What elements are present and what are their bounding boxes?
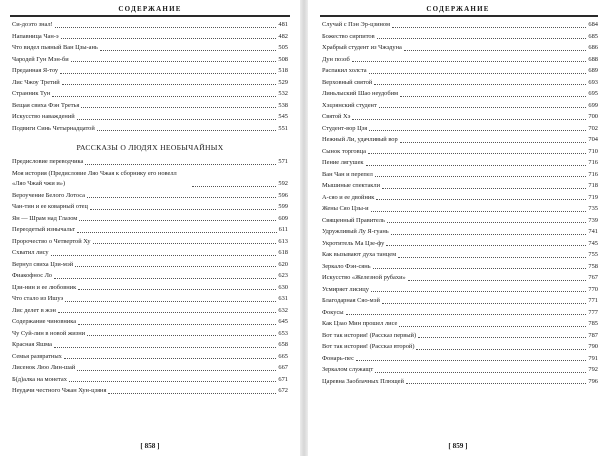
entry-title: Цзи-нин и ее любовник xyxy=(12,283,77,291)
entry-title: Моя история (Предисловие Ляо Чжая к сборнику его новелл «Ляо Чжай чжи и») xyxy=(12,169,177,187)
entry-title: Дун поэзб xyxy=(322,55,350,63)
entry-title: Вещая свиха Фэн Третья xyxy=(12,101,80,109)
dot-leader xyxy=(78,289,276,290)
toc-entry xyxy=(12,259,288,271)
entry-title: Красная Яшма xyxy=(12,341,52,348)
toc-entry xyxy=(12,385,288,397)
entry-title: Ян — Шрам над Глазом xyxy=(12,214,78,222)
toc-entry xyxy=(322,180,598,192)
dot-leader xyxy=(93,243,277,244)
entry-title: Что видел пьяный Ван Цзы-ань xyxy=(12,44,98,51)
entry-page-number: 545 xyxy=(278,113,288,120)
toc-entry xyxy=(322,88,598,100)
toc-entry xyxy=(322,65,598,77)
toc-entry xyxy=(12,111,288,123)
toc-entry xyxy=(322,19,598,31)
entry-title: Вернул свиха Цзи-мэй xyxy=(12,260,74,268)
dot-leader xyxy=(79,220,276,221)
toc-entry xyxy=(12,77,288,89)
toc-entry xyxy=(12,236,288,248)
toc-entry xyxy=(322,364,598,376)
dot-leader xyxy=(85,164,276,165)
dot-leader xyxy=(69,381,276,382)
toc-list xyxy=(322,19,598,387)
toc-entry xyxy=(322,169,598,181)
entry-page-number: 739 xyxy=(588,216,598,224)
entry-title: Ван Чан и перепел xyxy=(322,170,373,178)
entry-title: Пение лягушек xyxy=(322,159,364,166)
dot-leader xyxy=(374,84,586,85)
entry-title: Нежный Ли, удачливый вор xyxy=(322,136,398,143)
entry-page-number: 785 xyxy=(588,320,598,327)
entry-title: Вот так история! (Рассказ второй) xyxy=(322,343,415,350)
dot-leader xyxy=(77,370,276,371)
entry-title: Предисловие переводчика xyxy=(12,158,84,165)
entry-title: Укротитель Ма Цзе-фу xyxy=(322,239,385,247)
dot-leader xyxy=(100,50,277,51)
entry-page-number: 719 xyxy=(588,193,598,201)
entry-page-number: 796 xyxy=(588,377,598,385)
entry-title: Б(д)алка на монетах xyxy=(12,375,67,383)
toc-list xyxy=(12,19,288,397)
toc-entry xyxy=(12,224,288,236)
dot-leader xyxy=(352,61,587,62)
entry-title: Семья развратных xyxy=(12,352,62,360)
dot-leader xyxy=(356,360,586,361)
entry-page-number: 481 xyxy=(278,21,288,28)
entry-page-number: 758 xyxy=(588,262,598,270)
entry-page-number: 632 xyxy=(278,306,288,314)
entry-page-number: 770 xyxy=(588,285,598,293)
entry-page-number: 551 xyxy=(278,124,288,132)
entry-title: Студент-вор Цзя xyxy=(322,124,368,132)
entry-title: Содержание чиновника xyxy=(12,318,77,325)
entry-title: Храбрый студент из Чжэдуна xyxy=(322,44,402,51)
entry-title: Странник Тун xyxy=(12,90,51,97)
entry-title: Царевна Заоблачных Плющей xyxy=(322,377,404,385)
toc-entry xyxy=(12,351,288,363)
toc-entry xyxy=(12,374,288,386)
entry-page-number: 710 xyxy=(588,147,598,155)
entry-title: Лис делет в жэн xyxy=(12,306,56,314)
dot-leader xyxy=(399,326,586,327)
entry-page-number: 704 xyxy=(588,136,598,143)
dot-leader xyxy=(375,176,587,177)
dot-leader xyxy=(54,278,276,279)
entry-page-number: 735 xyxy=(588,205,598,212)
toc-entry xyxy=(12,201,288,213)
entry-title: Неудачи честного Чжан Хун-цзяня xyxy=(12,387,107,394)
toc-entry xyxy=(322,111,598,123)
entry-page-number: 592 xyxy=(278,180,288,187)
entry-page-number: 630 xyxy=(278,283,288,291)
entry-title: Что стало из Ишуэ xyxy=(12,295,64,302)
toc-entry xyxy=(322,330,598,342)
toc-entry xyxy=(322,226,598,238)
toc-entry xyxy=(12,100,288,112)
toc-entry xyxy=(322,134,598,146)
entry-title: Верховный святой xyxy=(322,78,373,86)
entry-page-number: 658 xyxy=(278,341,288,348)
entry-title: Жены Сяо Цзы-и xyxy=(322,205,369,212)
entry-page-number: 667 xyxy=(278,364,288,371)
toc-entry xyxy=(12,65,288,77)
dot-leader xyxy=(65,301,276,302)
dot-leader xyxy=(406,383,586,384)
toc-entry xyxy=(322,238,598,250)
toc-entry xyxy=(322,146,598,158)
entry-page-number: 771 xyxy=(588,297,598,304)
dot-leader xyxy=(379,107,587,108)
dot-leader xyxy=(55,27,277,28)
entry-page-number: 792 xyxy=(588,366,598,373)
entry-title: Усмиряет лисицу xyxy=(322,285,369,293)
dot-leader xyxy=(369,130,586,131)
toc-entry xyxy=(322,192,598,204)
entry-page-number: 529 xyxy=(278,78,288,86)
entry-page-number: 609 xyxy=(278,214,288,222)
entry-page-number: 741 xyxy=(588,228,598,235)
dot-leader xyxy=(58,312,277,313)
left-page xyxy=(0,0,300,456)
entry-page-number: 695 xyxy=(588,90,598,97)
entry-title: Хэцзянский студент xyxy=(322,101,377,109)
dot-leader xyxy=(81,107,276,108)
dot-leader xyxy=(78,324,276,325)
toc-entry xyxy=(322,123,598,135)
entry-page-number: 505 xyxy=(278,44,288,51)
entry-page-number: 755 xyxy=(588,251,598,258)
entry-page-number: 787 xyxy=(588,331,598,339)
entry-page-number: 645 xyxy=(278,318,288,325)
entry-page-number: 689 xyxy=(588,67,598,74)
dot-leader xyxy=(71,61,277,62)
toc-entry xyxy=(12,362,288,374)
entry-page-number: 790 xyxy=(588,343,598,350)
toc-entry xyxy=(322,203,598,215)
running-header: СОДЕРЖАНИЕ xyxy=(118,5,182,13)
dot-leader xyxy=(366,165,587,166)
dot-leader xyxy=(77,119,277,120)
entry-page-number: 702 xyxy=(588,124,598,132)
toc-entry xyxy=(322,295,598,307)
toc-entry xyxy=(12,168,288,190)
entry-title: А-сяо и ее двойник xyxy=(322,193,375,201)
entry-title: Случай с Пэн Эр-цзином xyxy=(322,21,391,28)
dot-leader xyxy=(97,130,277,131)
entry-title: Сынок торговца xyxy=(322,147,366,155)
dot-leader xyxy=(108,393,276,394)
entry-title: Вероучение Белого Лотоса xyxy=(12,191,86,199)
toc-entry xyxy=(12,339,288,351)
entry-title: Си-доэто знал! xyxy=(12,21,53,28)
dot-leader xyxy=(371,211,587,212)
entry-page-number: 745 xyxy=(588,239,598,247)
dot-leader xyxy=(368,153,587,154)
dot-leader xyxy=(62,84,277,85)
entry-page-number: 653 xyxy=(278,329,288,337)
entry-page-number: 718 xyxy=(588,182,598,189)
dot-leader xyxy=(90,209,277,210)
entry-page-number: 532 xyxy=(278,90,288,97)
dot-leader xyxy=(352,119,586,120)
entry-title: Чародей Гун Мэн-би xyxy=(12,55,69,63)
dot-leader xyxy=(400,142,587,143)
toc-entry xyxy=(12,270,288,282)
toc-entry xyxy=(322,215,598,227)
dot-leader xyxy=(51,255,277,256)
entry-title: Искусство «Железной рубахи» xyxy=(322,274,406,281)
entry-page-number: 482 xyxy=(278,32,288,40)
entry-page-number: 716 xyxy=(588,159,598,166)
dot-leader xyxy=(64,358,277,359)
toc-entry xyxy=(12,54,288,66)
entry-title: Зеркалом служащт xyxy=(322,366,374,373)
toc-entry xyxy=(322,31,598,43)
entry-page-number: 685 xyxy=(588,32,598,40)
entry-title: Фонарь-пес xyxy=(322,354,354,362)
toc-entry xyxy=(322,100,598,112)
toc-entry xyxy=(322,42,598,54)
header-rule xyxy=(10,15,290,17)
toc-entry xyxy=(322,157,598,169)
dot-leader xyxy=(377,38,587,39)
page-number: [ 858 ] xyxy=(140,442,160,450)
entry-title: Преданная Я-тоу xyxy=(12,67,59,74)
entry-page-number: 716 xyxy=(588,170,598,178)
entry-page-number: 672 xyxy=(278,387,288,394)
entry-page-number: 596 xyxy=(278,191,288,199)
toc-entry xyxy=(322,376,598,388)
entry-page-number: 620 xyxy=(278,260,288,268)
toc-entry xyxy=(322,284,598,296)
toc-entry xyxy=(322,272,598,284)
dot-leader xyxy=(382,188,586,189)
entry-title: Чан-тин и ее коварный отец xyxy=(12,203,88,210)
toc-entry xyxy=(322,77,598,89)
entry-page-number: 571 xyxy=(278,158,288,165)
toc-entry xyxy=(12,282,288,294)
right-page xyxy=(308,0,608,456)
entry-title: Мышиные спектакли xyxy=(322,182,380,189)
dot-leader xyxy=(54,347,276,348)
entry-page-number: 538 xyxy=(278,101,288,109)
entry-title: Благодарная Сяо-мэй xyxy=(322,297,380,304)
toc-entry xyxy=(12,156,288,168)
entry-title: Как Цзао Мин прошел лисе xyxy=(322,320,398,327)
dot-leader xyxy=(192,186,276,187)
dot-leader xyxy=(52,96,276,97)
entry-title: Схватил лису xyxy=(12,249,49,256)
toc-entry xyxy=(12,247,288,259)
entry-title: Подвиги Синь Четырнадцатой xyxy=(12,124,95,132)
dot-leader xyxy=(346,314,587,315)
entry-page-number: 686 xyxy=(588,44,598,51)
entry-title: Удружливый Лу Я-гуань xyxy=(322,228,389,235)
book-gutter xyxy=(300,0,308,456)
dot-leader xyxy=(87,197,276,198)
toc-entry xyxy=(12,190,288,202)
dot-leader xyxy=(369,73,587,74)
dot-leader xyxy=(398,257,586,258)
entry-page-number: 688 xyxy=(588,55,598,63)
dot-leader xyxy=(392,27,586,28)
dot-leader xyxy=(376,199,586,200)
header-rule xyxy=(320,15,598,17)
dot-leader xyxy=(418,337,586,338)
toc-entry xyxy=(322,261,598,273)
dot-leader xyxy=(400,96,586,97)
entry-title: Божество сирпитов xyxy=(322,32,375,40)
toc-entry xyxy=(322,341,598,353)
entry-page-number: 693 xyxy=(588,78,598,86)
entry-page-number: 613 xyxy=(278,237,288,245)
dot-leader xyxy=(387,222,587,223)
entry-title: Священный Правитель xyxy=(322,216,385,224)
toc-entry xyxy=(322,307,598,319)
dot-leader xyxy=(60,73,276,74)
entry-page-number: 700 xyxy=(588,113,598,120)
toc-entry xyxy=(12,19,288,31)
dot-leader xyxy=(373,268,587,269)
entry-page-number: 611 xyxy=(278,226,288,233)
entry-title: Фиакофнос Ло xyxy=(12,272,53,279)
entry-title: Зеркало Фэн-сянь xyxy=(322,262,371,270)
entry-title: Напавница Чан-э xyxy=(12,32,59,40)
dot-leader xyxy=(375,372,586,373)
toc-entry xyxy=(322,353,598,365)
toc-entry xyxy=(12,316,288,328)
entry-title: Святой Хэ xyxy=(322,113,351,120)
entry-title: Чу Суй-лин в новой жизни xyxy=(12,329,86,337)
entry-page-number: 623 xyxy=(278,272,288,279)
entry-page-number: 508 xyxy=(278,55,288,63)
entry-title: Искусство наваждений xyxy=(12,113,75,120)
dot-leader xyxy=(75,266,276,267)
entry-page-number: 631 xyxy=(278,295,288,302)
section-title: РАССКАЗЫ О ЛЮДЯХ НЕОБЫЧАЙНЫХ xyxy=(76,143,224,152)
toc-entry xyxy=(12,328,288,340)
entry-page-number: 767 xyxy=(588,274,598,281)
dot-leader xyxy=(391,234,587,235)
toc-entry xyxy=(12,293,288,305)
entry-page-number: 791 xyxy=(588,354,598,362)
dot-leader xyxy=(382,303,586,304)
toc-entry xyxy=(322,249,598,261)
entry-page-number: 518 xyxy=(278,67,288,74)
entry-page-number: 699 xyxy=(588,101,598,109)
toc-entry xyxy=(12,305,288,317)
entry-page-number: 665 xyxy=(278,352,288,360)
running-header: СОДЕРЖАНИЕ xyxy=(426,5,490,13)
dot-leader xyxy=(371,291,587,292)
dot-leader xyxy=(61,38,277,39)
toc-entry xyxy=(12,88,288,100)
entry-title: Распакил холста xyxy=(322,67,367,74)
toc-entry xyxy=(322,318,598,330)
entry-title: Лис Чжоу Третий xyxy=(12,78,60,86)
entry-page-number: 599 xyxy=(278,203,288,210)
entry-title: Переодетый изнычальт xyxy=(12,226,76,233)
toc-entry xyxy=(12,123,288,135)
dot-leader xyxy=(77,232,277,233)
entry-title: Пророчество о Четвертой Ху xyxy=(12,237,91,245)
page-number: [ 859 ] xyxy=(448,442,468,450)
dot-leader xyxy=(416,349,586,350)
entry-page-number: 777 xyxy=(588,308,598,316)
dot-leader xyxy=(386,245,586,246)
toc-entry xyxy=(322,54,598,66)
entry-page-number: 684 xyxy=(588,21,598,28)
toc-entry xyxy=(12,213,288,225)
dot-leader xyxy=(408,280,587,281)
dot-leader xyxy=(87,335,276,336)
entry-title: Линьлыский Шао неудобим xyxy=(322,90,399,97)
entry-title: Лисенок Люо Лин-шай xyxy=(12,364,76,371)
entry-title: Вот так история! (Рассказ первый) xyxy=(322,331,417,339)
entry-page-number: 671 xyxy=(278,375,288,383)
toc-entry xyxy=(12,42,288,54)
entry-title: Фокусы xyxy=(322,308,344,316)
dot-leader xyxy=(404,50,587,51)
toc-entry xyxy=(12,31,288,43)
entry-page-number: 618 xyxy=(278,249,288,256)
entry-title: Как вызывают духа танцем xyxy=(322,251,397,258)
